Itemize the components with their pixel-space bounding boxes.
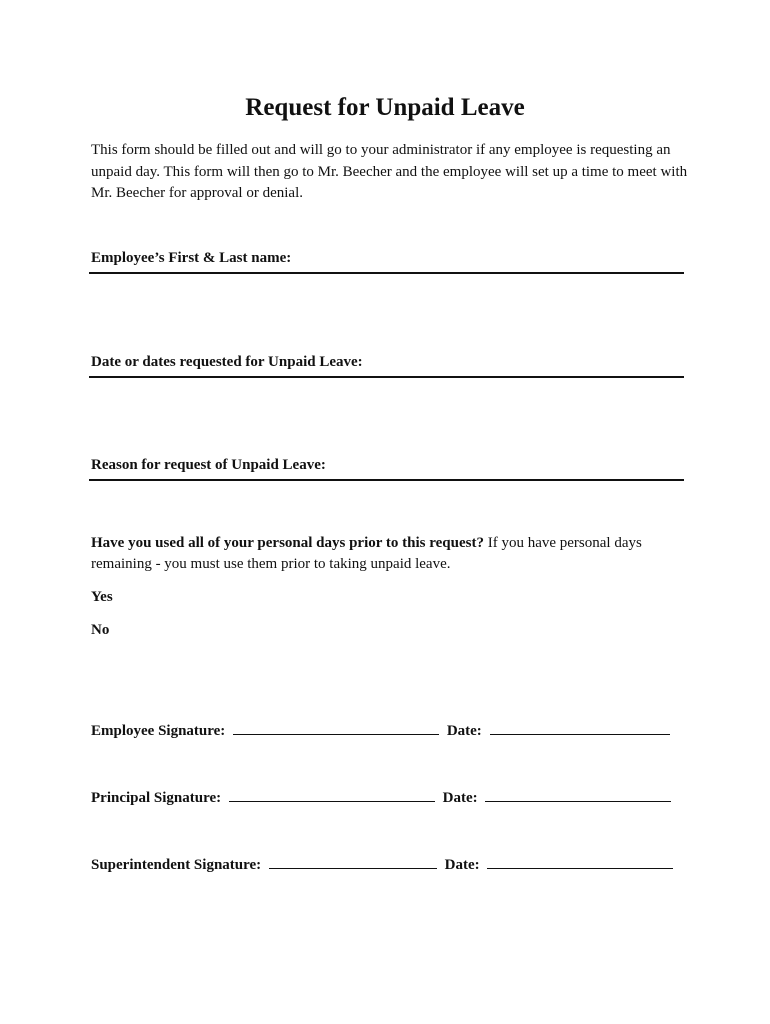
employee-date-label: Date: [446, 723, 482, 739]
personal-days-note: If you have personal days remaining - you must use them prior to taking unpaid leave. [91, 535, 642, 572]
employee-name-label: Employee’s First & Last name: [91, 250, 292, 266]
personal-days-question: Have you used all of your personal days prior to this request? [91, 535, 484, 551]
principal-signature-row [91, 787, 671, 808]
superintendent-signature-line[interactable] [269, 854, 437, 869]
employee-name-field[interactable] [89, 248, 684, 274]
form-intro: This form should be filled out and will go to your administrator if any employee is requesting an unpaid day. This form will then go to Mr. Beecher and the employee will set up a time to meet with Mr. Beecher for approval or denial. [91, 142, 688, 201]
employee-date-line[interactable] [490, 720, 670, 735]
principal-signature-line[interactable] [229, 787, 435, 802]
option-no[interactable]: No [91, 622, 110, 638]
employee-signature-row [91, 720, 670, 741]
principal-signature-label: Principal Signature: [91, 790, 222, 806]
reason-label: Reason for request of Unpaid Leave: [91, 457, 326, 473]
form-title: Request for Unpaid Leave [245, 94, 525, 121]
principal-date-label: Date: [442, 790, 478, 806]
superintendent-signature-label: Superintendent Signature: [91, 857, 262, 873]
dates-requested-label: Date or dates requested for Unpaid Leave: [91, 354, 363, 370]
superintendent-signature-row [91, 854, 673, 875]
personal-days-question-block [91, 533, 691, 575]
superintendent-date-line[interactable] [487, 854, 673, 869]
dates-requested-field[interactable] [89, 352, 684, 378]
option-yes[interactable]: Yes [91, 589, 113, 605]
reason-field[interactable] [89, 455, 684, 481]
superintendent-date-label: Date: [444, 857, 480, 873]
employee-signature-line[interactable] [233, 720, 439, 735]
principal-date-line[interactable] [485, 787, 671, 802]
employee-signature-label: Employee Signature: [91, 723, 226, 739]
